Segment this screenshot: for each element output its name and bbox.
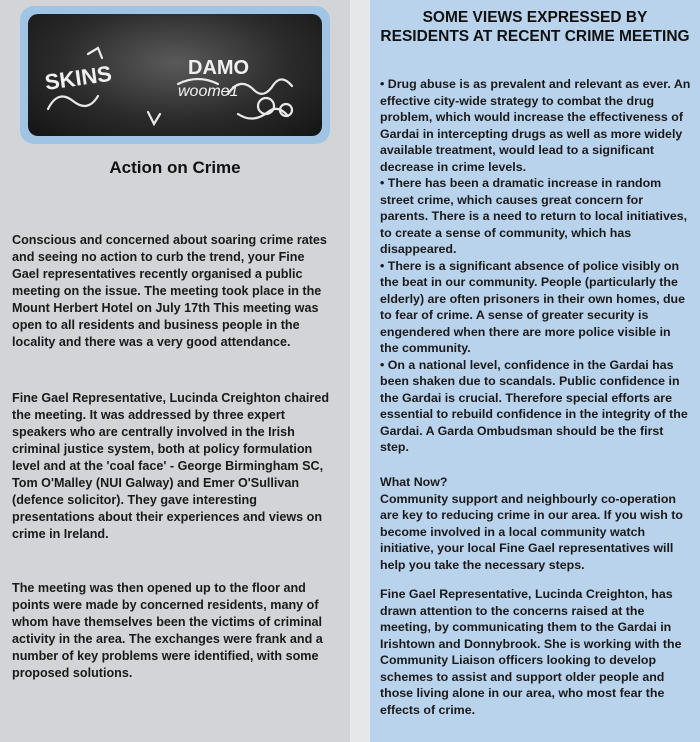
column-gutter [350,0,370,742]
views-heading: SOME VIEWS EXPRESSED BY RESIDENTS AT RECENT CRIME MEETING [380,9,690,45]
what-now-heading: What Now? [380,475,448,489]
graffiti-tag-3: woome1 [178,83,239,100]
what-now-text: Community support and neighbourly co-operation are key to reducing crime in our area. If you wish to become involved in a local community watch initiative, your local Fine Gael representatives will help you take the necessary steps. [380,491,683,572]
closing-paragraph: Fine Gael Representative, Lucinda Creighton, has drawn attention to the concerns raised at the meeting, by communicating them to the Gardai in Irishtown and Donnybrook. She is working with the Community Liaison officers looking to develop schemes to assist and support older people and those living alone in our area, who most fear the effects of crime. [380,587,682,717]
floor-paragraph: The meeting was then opened up to the floor and points were made by concerned residents, many of whom have themselves been the victims of criminal activity in the area. The exchanges were frank and a number of key problems were identified, with some proposed solutions. [12,581,323,680]
graffiti-tag-1: SKINS [43,60,114,95]
bullet-street-crime: • There has been a dramatic increase in random street crime, which causes great concern for parents. There is a need to return to local initiatives, to create a sense of community, which has disappeared. [380,176,688,256]
graffiti-photo [28,14,322,136]
views-bullet-list [380,76,692,456]
intro-paragraph: Conscious and concerned about soaring crime rates and seeing no action to curb the trend, your Fine Gael representatives recently organised a public meeting on the issue. The meeting took place in the Mount Herbert Hotel on July 17th This meeting was open to all residents and business people in the locality and there was a very good attendance. [12,233,327,349]
graffiti-tag-2: DAMO [188,57,250,79]
chair-paragraph: Fine Gael Representative, Lucinda Creighton chaired the meeting. It was addressed by three expert speakers who are centrally involved in the Irish criminal justice system, both at policy formulation level and at the 'coal face' - George Birmingham SC, Tom O'Malley (NUI Galway) and Emer O'Sullivan (defence solicitor). They gave interesting presentations about their experiences and views on crime in Ireland. [12,391,330,541]
bullet-drug-abuse: • Drug abuse is as prevalent and relevant as ever. An effective city-wide strategy to combat the drug problem, which would increase the effectiveness of Gardai in intercepting drugs as well as more widely available treatment, would lead to a significant decrease in crime levels. [380,77,691,174]
what-now-section [380,474,692,573]
action-on-crime-heading: Action on Crime [109,158,241,177]
graffiti-photo-frame [20,6,330,144]
bullet-police-visibility: • There is a significant absence of police visibly on the beat in our community. People (particularly the elderly) are often prisoners in their own homes, due to fear of crime. A sense of greater security is engendered when there are more police visible in the community. [380,258,686,355]
bullet-garda-confidence: • On a national level, confidence in the Gardai has been shaken due to scandals. Public confidence in the Gardai is crucial. Therefore special efforts are essential to rebuild confidence in the integrity of the Gardai. A Garda Ombudsman should be the first step. [380,357,688,454]
